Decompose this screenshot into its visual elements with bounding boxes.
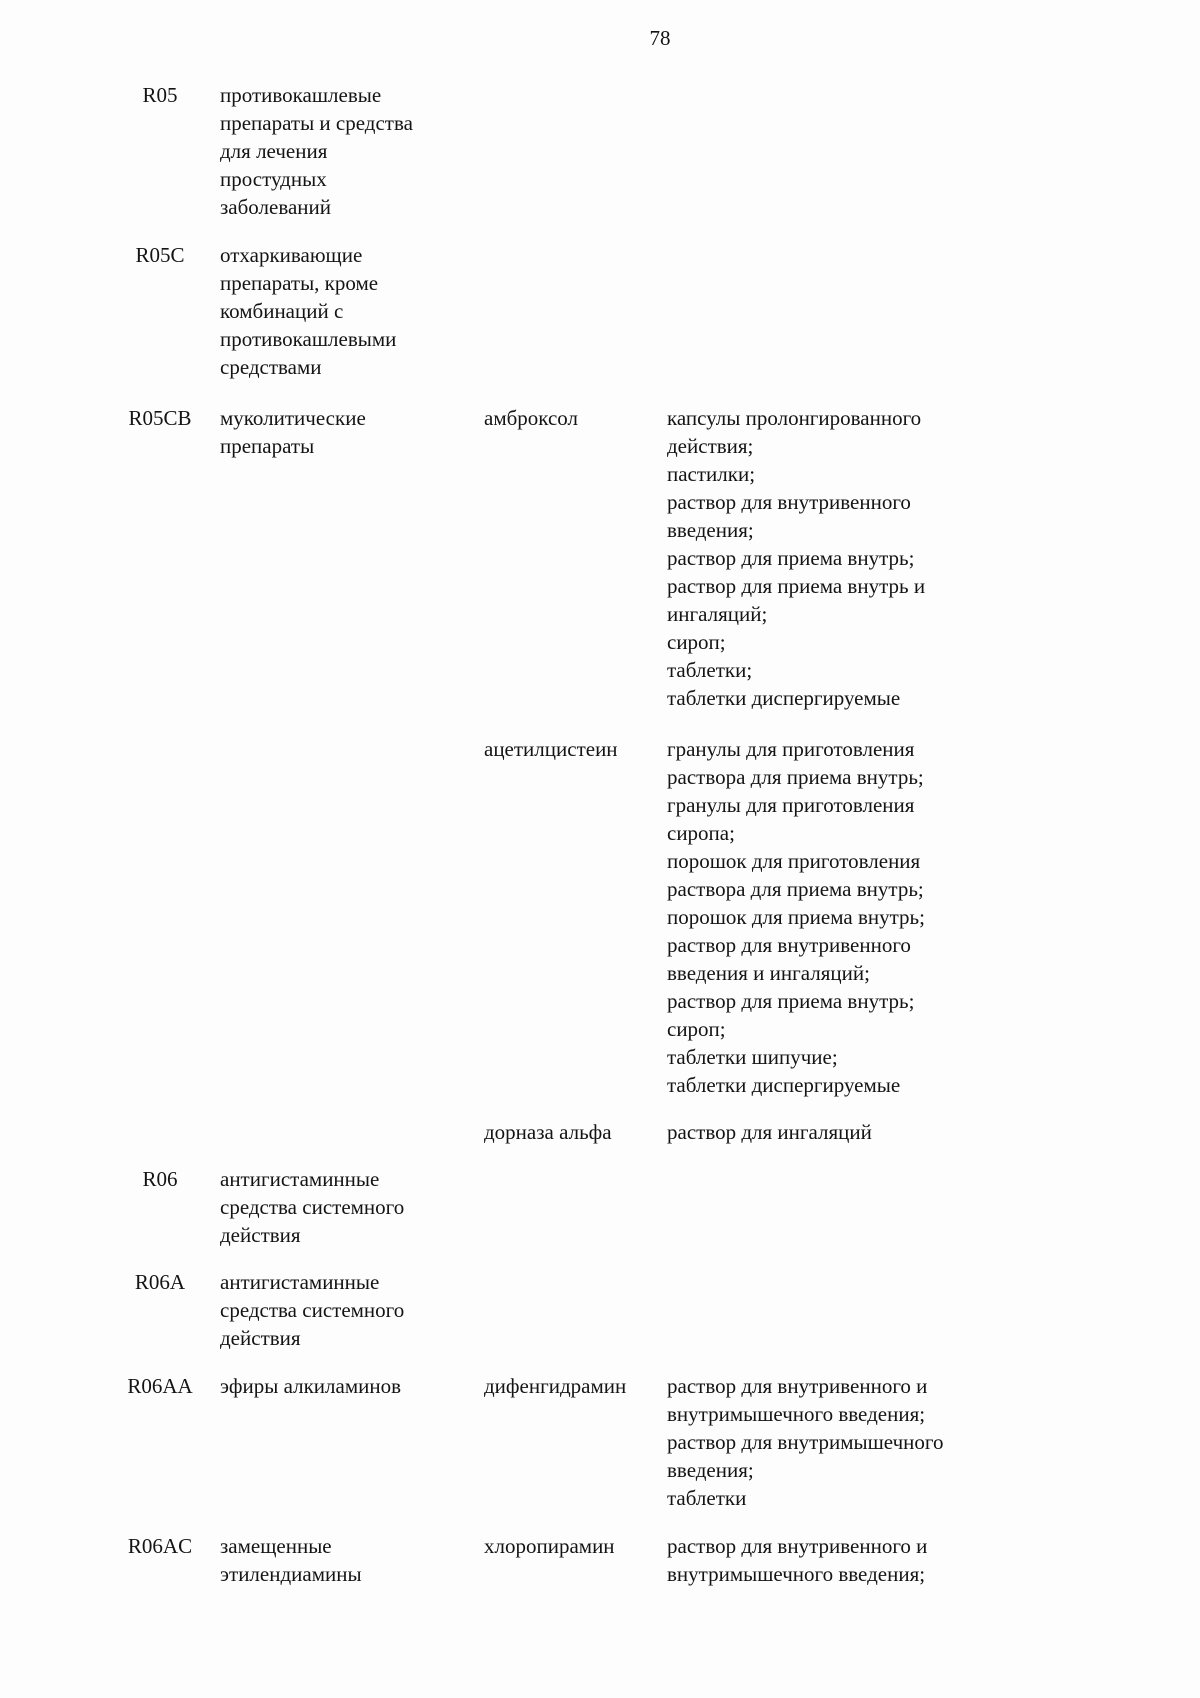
dosage-form-line: таблетки — [667, 1486, 747, 1510]
group-name-line: средства системного — [220, 1195, 405, 1219]
drug-name: дорназа альфа — [484, 1120, 612, 1144]
dosage-form-line: сироп; — [667, 1017, 726, 1041]
dosage-forms — [667, 1532, 1007, 1588]
group-name-line: действия — [220, 1223, 301, 1247]
dosage-form-line: раствор для внутривенного и — [667, 1374, 928, 1398]
group-name-line: антигистаминные — [220, 1270, 380, 1294]
dosage-form-line: раствор для приема внутрь; — [667, 546, 915, 570]
dosage-form-line: раствор для внутривенного — [667, 933, 911, 957]
dosage-form-line: раствора для приема внутрь; — [667, 877, 924, 901]
dosage-form-line: таблетки диспергируемые — [667, 1073, 901, 1097]
group-name — [220, 404, 470, 460]
atc-code: R05CB — [128, 406, 192, 430]
dosage-form-line: сироп; — [667, 630, 726, 654]
group-name-line: заболеваний — [220, 195, 331, 219]
group-name-line: действия — [220, 1326, 301, 1350]
group-name — [220, 81, 470, 221]
dosage-form-line: порошок для приготовления — [667, 849, 921, 873]
atc-code: R05C — [135, 243, 185, 267]
group-name — [220, 1165, 470, 1249]
atc-code: R06A — [134, 1270, 186, 1294]
drug-name: хлоропирамин — [484, 1534, 615, 1558]
dosage-form-line: раствор для внутривенного — [667, 490, 911, 514]
group-name-line: средствами — [220, 355, 322, 379]
atc-code: R06AC — [127, 1534, 193, 1558]
atc-code: R06 — [142, 1167, 178, 1191]
group-name-line: препараты, кроме — [220, 271, 379, 295]
dosage-forms — [667, 1372, 1007, 1512]
dosage-form-line: пастилки; — [667, 462, 756, 486]
group-name-line: этилендиамины — [220, 1562, 362, 1586]
dosage-form-line: сиропа; — [667, 821, 735, 845]
group-name-line: муколитические — [220, 406, 366, 430]
group-name-line: противокашлевые — [220, 83, 382, 107]
group-name — [220, 241, 470, 381]
group-name — [220, 1532, 470, 1588]
dosage-form-line: введения и ингаляций; — [667, 961, 870, 985]
dosage-form-line: раствор для внутримышечного — [667, 1430, 944, 1454]
dosage-form-line: порошок для приема внутрь; — [667, 905, 925, 929]
dosage-form-line: действия; — [667, 434, 754, 458]
dosage-form-line: раствор для внутривенного и — [667, 1534, 928, 1558]
group-name-line: отхаркивающие — [220, 243, 363, 267]
dosage-form-line: раствор для ингаляций — [667, 1120, 872, 1144]
group-name-line: замещенные — [220, 1534, 332, 1558]
drug-name: дифенгидрамин — [484, 1374, 627, 1398]
dosage-form-line: гранулы для приготовления — [667, 737, 915, 761]
group-name-line: препараты — [220, 434, 315, 458]
dosage-form-line: раствор для приема внутрь; — [667, 989, 915, 1013]
dosage-form-line: внутримышечного введения; — [667, 1402, 926, 1426]
group-name-line: для лечения — [220, 139, 328, 163]
group-name-line: средства системного — [220, 1298, 405, 1322]
atc-code: R06AA — [127, 1374, 193, 1398]
page-number: 78 — [649, 26, 671, 50]
drug-name: ацетилцистеин — [484, 737, 618, 761]
group-name-line: комбинаций с — [220, 299, 344, 323]
group-name-line: противокашлевыми — [220, 327, 397, 351]
dosage-form-line: раствора для приема внутрь; — [667, 765, 924, 789]
group-name-line: простудных — [220, 167, 327, 191]
group-name — [220, 1268, 470, 1352]
group-name-line: препараты и средства — [220, 111, 413, 135]
dosage-forms — [667, 1118, 1007, 1146]
dosage-forms — [667, 404, 1007, 712]
dosage-form-line: таблетки шипучие; — [667, 1045, 838, 1069]
dosage-form-line: введения; — [667, 1458, 754, 1482]
dosage-form-line: таблетки; — [667, 658, 753, 682]
dosage-form-line: ингаляций; — [667, 602, 768, 626]
dosage-form-line: гранулы для приготовления — [667, 793, 915, 817]
group-name — [220, 1372, 470, 1400]
drug-name: амброксол — [484, 406, 578, 430]
group-name-line: антигистаминные — [220, 1167, 380, 1191]
dosage-form-line: капсулы пролонгированного — [667, 406, 922, 430]
dosage-form-line: таблетки диспергируемые — [667, 686, 901, 710]
atc-code: R05 — [142, 83, 178, 107]
dosage-form-line: внутримышечного введения; — [667, 1562, 926, 1586]
dosage-form-line: введения; — [667, 518, 754, 542]
group-name-line: эфиры алкиламинов — [220, 1374, 402, 1398]
dosage-forms — [667, 735, 1007, 1099]
dosage-form-line: раствор для приема внутрь и — [667, 574, 926, 598]
